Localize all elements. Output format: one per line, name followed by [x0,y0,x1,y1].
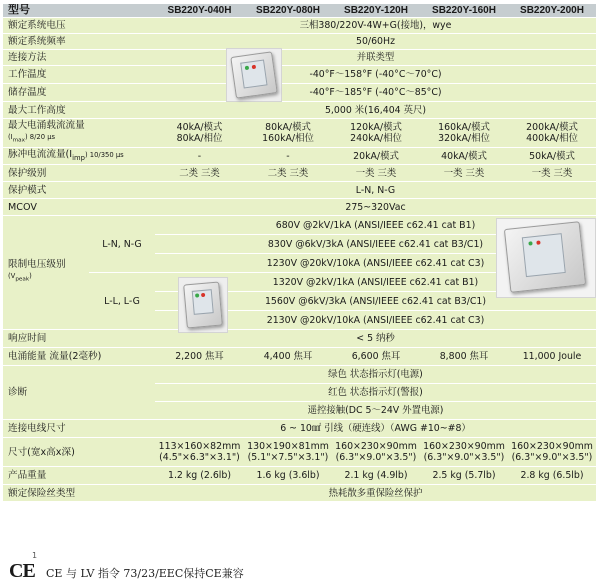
row-label: 脉冲电流流量$(I_{imp})$ 10/350 µs [3,148,155,164]
clamp-group-label: L-N, N-G [89,216,155,272]
impulse-value: - [155,148,244,164]
row-label: 诊断 [3,366,155,419]
row-value: < 5 纳秒 [155,330,596,347]
clamp-value: 830V @6kV/3kA (ANSI/IEEE c62.41 cat B3/C1) [155,235,596,253]
surge-value: 120kA/模式 240kA/相位 [332,119,420,147]
row-label: 尺寸(宽x高x深) [3,438,155,466]
row-value: 三相380/220V-4W+G(接地)，wye [155,18,596,33]
product-image-medium [178,277,228,333]
model-header: SB220Y-040H [155,4,244,17]
row-value: 5,000 米(16,404 英尺) [155,102,596,118]
altitude-row [3,102,596,118]
max-surge-row [3,119,596,147]
energy-value: 11,000 Joule [508,348,596,365]
row-label [3,119,155,147]
voltage-row [3,18,596,33]
impulse-value: 20kA/模式 [332,148,420,164]
row-label: 工作温度 [3,66,155,83]
row-value: 6 ~ 10㎟ 引线（硬连线）（AWG #10~#8） [155,420,596,437]
row-value: 并联类型 [155,50,596,65]
impulse-value: 50kA/模式 [508,148,596,164]
clamp-value: 1320V @2kV/1kA (ANSI/IEEE c62.41 cat B1) [155,273,596,291]
label-main: 最大电涌载流流量 [8,119,85,131]
dim-value: 160×230×90mm (6.3"×9.0"×3.5") [332,438,420,466]
clamp-value: 1560V @6kV/3kA (ANSI/IEEE c62.41 cat B3/C1) [155,292,596,310]
class-value: 二类 三类 [155,165,244,181]
ce-logo: CE [9,560,35,582]
storage-temp-row [3,84,596,101]
label-sub: $(I_{max})$ 8/20 µs [8,132,56,144]
header-row [3,4,596,17]
class-value: 一类 三类 [332,165,420,181]
impulse-row [3,148,596,164]
row-value: -40°F～185°F (-40°C～85°C) [155,84,596,101]
row-value: 50/60Hz [155,34,596,49]
frequency-row [3,34,596,49]
product-image-small [226,48,282,102]
op-temp-row [3,66,596,83]
response-row [3,330,596,347]
clamp-label: 限制电压级别 $(V_{peak})$ [3,216,89,329]
row-value: -40°F～158°F (-40°C～70°C) [155,66,596,83]
diag-value: 遥控接触(DC 5～24V 外置电源) [155,402,596,419]
footnote-mark: 1 [32,551,38,560]
connection-row [3,50,596,65]
energy-value: 2,200 焦耳 [155,348,244,365]
energy-value: 8,800 焦耳 [420,348,508,365]
protection-class-row [3,165,596,181]
row-label: 储存温度 [3,84,155,101]
row-label: 响应时间 [3,330,155,347]
row-label: 额定保险丝类型 [3,485,155,501]
row-label: 保护模式 [3,182,155,198]
energy-value: 6,600 焦耳 [332,348,420,365]
row-label: 额定系统电压 [3,18,155,33]
dim-value: 113×160×82mm (4.5"×6.3"×3.1") [155,438,244,466]
clamp-value: 1230V @20kV/10kA (ANSI/IEEE c62.41 cat C3) [155,254,596,272]
diagnostics-row [3,366,596,383]
energy-row [3,348,596,365]
impulse-value: - [244,148,332,164]
surge-value: 160kA/模式 320kA/相位 [420,119,508,147]
mcov-row [3,199,596,215]
diag-value: 红色 状态指示灯(警报) [155,384,596,401]
dimensions-row [3,438,596,466]
weight-value: 2.1 kg (4.9lb) [332,467,420,484]
fuse-row [3,485,596,501]
clamp-group-label: L-L, L-G [89,273,155,329]
weight-value: 2.8 kg (6.5lb) [508,467,596,484]
wire-row [3,420,596,437]
class-value: 一类 三类 [420,165,508,181]
weight-value: 2.5 kg (5.7lb) [420,467,508,484]
clamp-value: 680V @2kV/1kA (ANSI/IEEE c62.41 cat B1) [155,216,596,234]
surge-value: 40kA/模式 80kA/相位 [155,119,244,147]
energy-value: 4,400 焦耳 [244,348,332,365]
model-header: SB220Y-160H [420,4,508,17]
dim-value: 160×230×90mm (6.3"×9.0"×3.5") [508,438,596,466]
header-label: 型号 [3,4,155,17]
model-header: SB220Y-080H [244,4,332,17]
surge-value: 200kA/模式 400kA/相位 [508,119,596,147]
ce-compliance-note: CE 与 LV 指令 73/23/EEC保持CE兼容 [46,567,244,580]
surge-value: 80kA/模式 160kA/相位 [244,119,332,147]
model-header: SB220Y-120H [332,4,420,17]
row-value: L-N, N-G [155,182,596,198]
protection-mode-row [3,182,596,198]
weight-value: 1.6 kg (3.6lb) [244,467,332,484]
row-label: 产品重量 [3,467,155,484]
model-header: SB220Y-200H [508,4,596,17]
product-image-large [496,218,596,298]
diag-value: 绿色 状态指示灯(电源) [155,366,596,383]
row-label: 连接电线尺寸 [3,420,155,437]
row-label: 保护级别 [3,165,155,181]
row-label: MCOV [3,199,155,215]
dim-value: 160×230×90mm (6.3"×9.0"×3.5") [420,438,508,466]
class-value: 二类 三类 [244,165,332,181]
row-label: 电涌能量 流量(2毫秒) [3,348,155,365]
row-label: 连接方法 [3,50,155,65]
weight-row [3,467,596,484]
weight-value: 1.2 kg (2.6lb) [155,467,244,484]
row-label: 额定系统频率 [3,34,155,49]
impulse-value: 40kA/模式 [420,148,508,164]
row-label: 最大工作高度 [3,102,155,118]
clamp-value: 2130V @20kV/10kA (ANSI/IEEE c62.41 cat C3) [155,311,596,329]
class-value: 一类 三类 [508,165,596,181]
row-value: 热耗散多重保险丝保护 [155,485,596,501]
dim-value: 130×190×81mm (5.1"×7.5"×3.1") [244,438,332,466]
row-value: 275~320Vac [155,199,596,215]
